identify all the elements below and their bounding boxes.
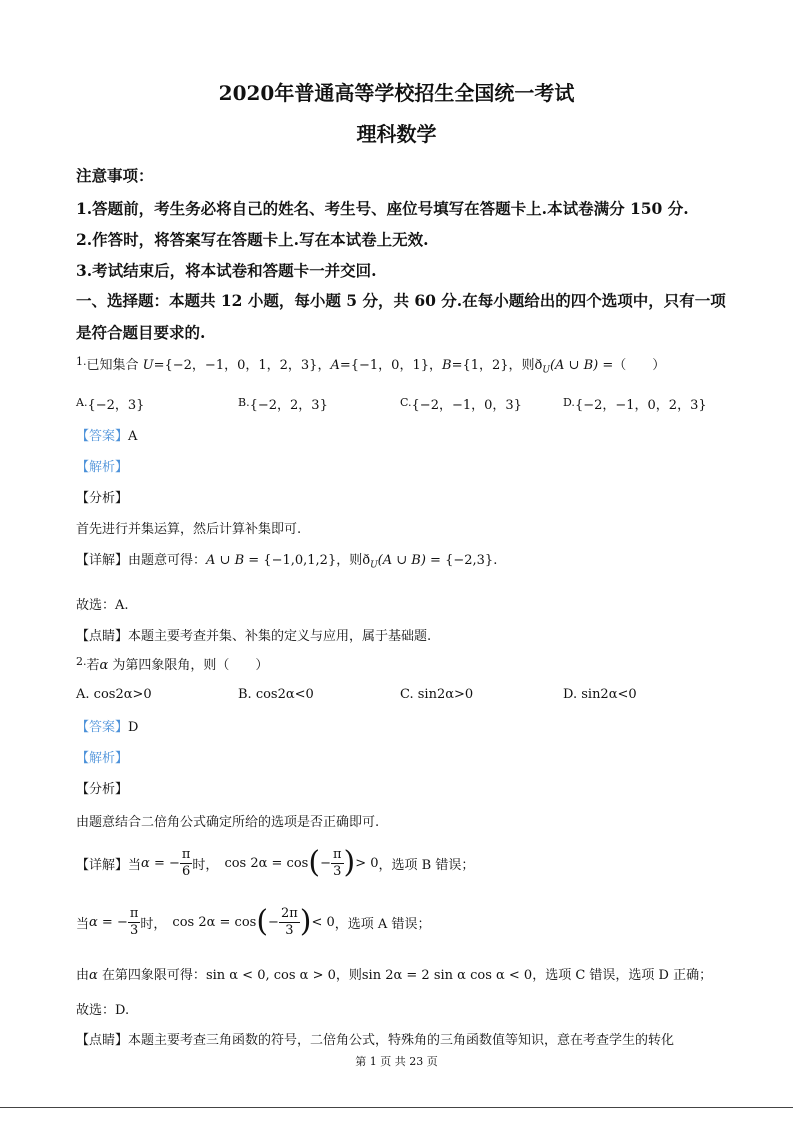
q1-option-d-letter: D. [563,396,575,409]
q2-d1-den: 6 [182,863,191,879]
q2-d3-text-c: ，则 [335,968,362,983]
q2-option-d [563,687,637,702]
q1-option-c-letter: C. [400,396,412,409]
q2-d2-inner-den: 3 [285,922,294,938]
q1-var-b: B [442,358,452,373]
q2-answer-line [76,716,138,735]
notice-item-2: 2.作答时，将答案写在答题卡上.写在本试卷上无效. [76,230,429,249]
q1-detail-eq1: = {−1,0,1,2} [244,553,337,568]
q2-d3-alpha: α [89,968,98,983]
q2-stem-text-b: 为第四象限角，则（ ） [108,658,269,673]
q2-review [76,1029,674,1048]
q1-option-b-letter: B. [238,396,250,409]
q2-d2-den: 3 [129,922,139,938]
q2-answer: D [128,720,139,735]
q1-review-text: 本题主要考查并集、补集的定义与应用，属于基础题. [128,629,432,644]
q2-option-a-text: cos2α>0 [93,687,152,702]
q2-d1-cos: cos 2α = cos [224,855,309,871]
q1-review [76,625,431,644]
footer-text-a: 第 [355,1055,367,1068]
q2-d3-expr1: sin α < 0, cos α > 0 [205,968,336,983]
q1-fenxi-text: 首先进行并集运算，然后计算补集即可. [76,522,302,537]
q2-d1-fraction [180,847,193,880]
q2-d3-text-a: 由 [76,968,90,983]
q2-d1-text-c: ，选项 B 错误； [378,857,475,873]
q1-answer: A [128,429,138,444]
q1-detail-text-a: 由题意可得： [128,553,207,568]
footer-total-pages: 23 [409,1055,424,1068]
q1-stem-text-b: ={−2，−1，0，1，2，3}， [153,358,331,373]
q1-complement-symbol: ð [534,358,543,373]
q2-detail-line3 [76,964,712,983]
q1-stem-text-e: =（ ） [598,358,666,373]
q1-option-d [563,394,707,413]
q2-d3-expr2: sin 2α = 2 sin α cos α < 0 [361,968,533,983]
q2-stem [76,654,268,673]
q1-review-tag: 【点睛】 [76,629,129,644]
q1-var-u: U [142,358,154,373]
q2-review-tag: 【点睛】 [76,1033,129,1048]
footer-page-number: 1 [369,1055,377,1068]
q1-number: 1. [76,355,87,368]
q1-option-c [400,394,522,413]
q1-complement-sub: U [542,365,550,376]
q2-d1-inner-fraction [331,847,344,880]
q2-fenxi-text: 由题意结合二倍角公式确定所给的选项是否正确即可. [76,815,380,830]
q2-option-c-text: sin2α>0 [417,687,474,702]
q2-d2-inner-minus: − [268,914,279,930]
notice-item-3: 3.考试结束后，将本试卷和答题卡一并交回. [76,261,377,280]
q1-answer-tag: 【答案】 [76,429,129,444]
section-heading-line1: 一、选择题：本题共 12 小题，每小题 5 分，共 60 分.在每小题给出的四个选项中，只有一项 [76,291,726,310]
q2-stem-text-a: 若 [86,658,100,673]
q1-stem-text-d: ={1，2}，则 [451,358,535,373]
q1-stem-text-a: 已知集合 [86,358,143,373]
exam-subtitle: 理科数学 [356,122,437,146]
q2-d1-inner-den: 3 [333,863,342,879]
q1-option-b-text: {−2，2，3} [249,398,328,413]
q2-answer-tag: 【答案】 [76,720,129,735]
q2-fenxi-tag: 【分析】 [76,782,129,797]
q1-detail-complement: ð [362,553,371,568]
q2-choose: 故选：D. [76,1003,130,1018]
q2-review-text: 本题主要考查三角函数的符号，二倍角公式，特殊角的三角函数值等知识，意在考查学生的转化 [128,1033,675,1048]
q1-answer-line [76,425,137,444]
q1-choose: 故选：A. [76,598,129,613]
q1-option-d-text: {−2，−1，0，2，3} [574,398,707,413]
q2-d2-right-paren: ) [299,904,312,939]
q2-d1-gt: > 0 [355,855,379,871]
q2-d1-left-paren: ( [308,845,321,880]
q2-d2-text-c: ，选项 A 错误； [334,916,431,932]
q1-analysis-tag: 【解析】 [76,460,129,475]
q2-option-b-letter: B. [238,687,252,702]
q2-option-c [400,687,473,702]
page-bottom-divider [0,1107,793,1108]
q2-d3-text-d: ，选项 C 错误，选项 D 正确； [532,968,713,983]
q1-detail-eq2: = {−2,3} [425,553,494,568]
q2-d2-cos: cos 2α = cos [172,914,257,930]
q2-d1-inner-num: π [332,846,342,862]
q2-d2-inner-fraction [279,906,300,939]
q2-d2-lt: < 0 [311,914,335,930]
q1-option-c-text: {−2，−1，0，3} [411,398,522,413]
q1-option-a [76,394,144,413]
q2-detail-tag: 【详解】 [76,857,129,873]
q1-option-a-text: {−2，3} [87,398,145,413]
q2-d1-alpha: α = − [141,855,180,871]
q1-option-a-letter: A. [76,396,88,409]
exam-title: 2020年普通高等学校招生全国统一考试 [218,81,575,105]
q2-d1-num: π [181,846,191,862]
q2-d2-fraction [128,906,141,939]
q2-d2-num: π [129,905,139,921]
footer-text-b: 页 共 [380,1055,406,1068]
q1-detail-tag: 【详解】 [76,553,129,568]
q1-stem-expr: (A ∪ B) [549,358,599,373]
q2-d1-text-a: 当 [128,857,142,873]
page-footer [0,1053,793,1069]
q2-option-b-text: cos2α<0 [255,687,314,702]
notice-heading: 注意事项： [76,166,154,185]
q2-detail-line2 [76,902,430,942]
q2-option-a [76,687,152,702]
q2-option-c-letter: C. [400,687,414,702]
q2-option-d-text: sin2α<0 [581,687,637,702]
q2-d2-text-b: 时， [140,916,167,932]
q2-stem-alpha: α [99,658,109,673]
q1-detail-expr2: (A ∪ B) [377,553,426,568]
q1-detail-sub: U [370,560,378,571]
q1-detail-text-b: ，则 [336,553,363,568]
q2-d1-text-b: 时， [192,857,219,873]
q2-option-d-letter: D. [563,687,578,702]
q2-number: 2. [76,655,87,668]
q1-var-a: A [330,358,340,373]
q2-detail-line1 [76,843,474,883]
q2-d1-right-paren: ) [343,845,356,880]
q2-option-a-letter: A. [76,687,90,702]
notice-item-1: 1.答题前，考生务必将自己的姓名、考生号、座位号填写在答题卡上.本试卷满分 150 分. [76,199,689,218]
section-heading-line2: 是符合题目要求的. [76,323,206,342]
q2-d1-inner-minus: − [320,855,331,871]
q2-d3-text-b: 在第四象限可得： [97,968,206,983]
q1-stem-text-c: ={−1，0，1}， [339,358,442,373]
q2-d2-left-paren: ( [256,904,269,939]
q2-d2-text-a: 当 [76,916,90,932]
q1-stem [76,354,665,376]
q1-option-b [238,394,328,413]
footer-text-c: 页 [426,1055,438,1068]
q1-detail [76,549,497,571]
q2-option-b [238,687,314,702]
q1-detail-expr1: A ∪ B [206,553,245,568]
q2-d2-alpha: α = − [89,914,128,930]
q1-fenxi-tag: 【分析】 [76,491,129,506]
q2-d2-inner-num: 2π [280,905,298,921]
q2-analysis-tag: 【解析】 [76,751,129,766]
q1-detail-end: . [493,553,498,568]
